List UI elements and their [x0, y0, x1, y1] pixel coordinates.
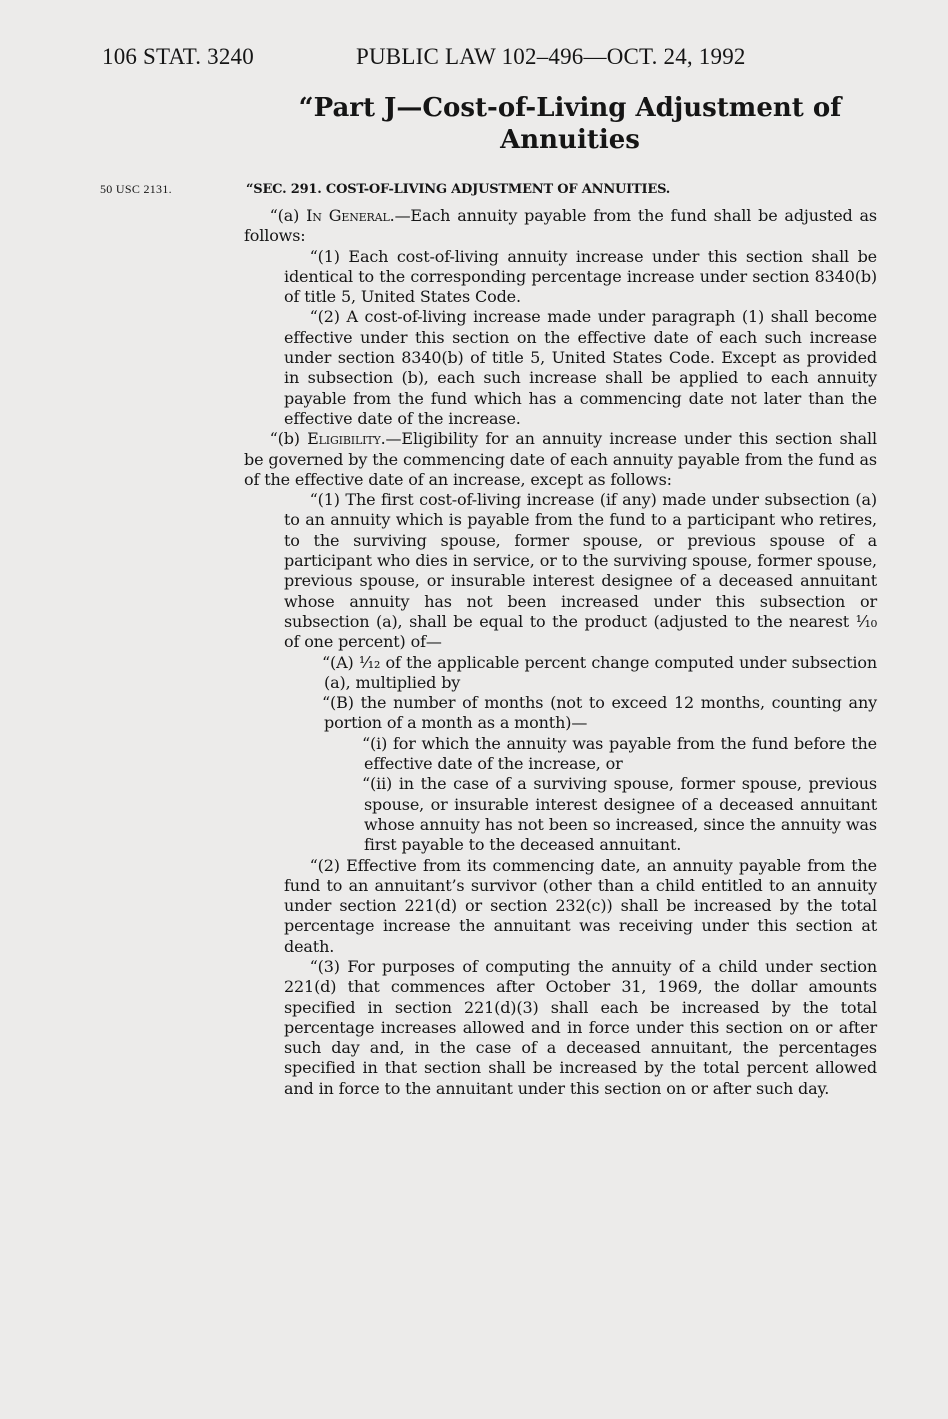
subparagraph-b1B: “(B) the number of months (not to exceed 12 months, counting any portion of a month as a month)—	[322, 693, 877, 733]
paragraph-b1: “(1) The first cost-of-living increase (if any) made under subsection (a) to an annuity which is payable from the fund to a participant who retires, to the surviving spouse, former spouse, or previous spouse of a participant who dies in service, or to the surviving spouse, former spouse, previous spouse, or insurable interest designee of a deceased annuitant whose annuity has not been increased under this subsection or subsection (a), shall be equal to the product (adjusted to the nearest ¹⁄₁₀ of one percent) of—	[284, 490, 877, 652]
subsection-b-text: .—Eligibility for an annuity increase under this section shall be governed by the commencing date of each annuity payable from the fund as of the effective date of an increase, except as follows:	[244, 429, 877, 489]
subparagraph-b1A: “(A) ¹⁄₁₂ of the applicable percent change computed under subsection (a), multiplied by	[322, 652, 877, 692]
subsection-a-open: “(a)	[269, 206, 307, 225]
subsection-b	[244, 429, 877, 490]
clause-b1Bi: “(i) for which the annuity was payable from the fund before the effective date of the increase, or	[362, 733, 877, 774]
subsection-a-heading: In General	[306, 206, 390, 225]
page-header	[102, 44, 878, 74]
usc-margin-note: 50 USC 2131.	[100, 182, 172, 196]
paragraph-a1: “(1) Each cost-of-living annuity increase under this section shall be identical to the corresponding percentage increase under section 8340(b) of title 5, United States Code.	[284, 246, 877, 307]
public-law-citation: PUBLIC LAW 102–496—OCT. 24, 1992	[356, 44, 746, 69]
section-heading: “SEC. 291. COST-OF-LIVING ADJUSTMENT OF ANNUITIES.	[246, 182, 671, 197]
paragraph-b3: “(3) For purposes of computing the annuity of a child under section 221(d) that commences after October 31, 1969, the dollar amounts specified in section 221(d)(3) shall each be increased by the total percentage increases allowed and in force under this section on or after such day and, in the case of a deceased annuitant, the percentages specified in that section shall be increased by the total percent allowed and in force to the annuitant under this section on or after such day.	[284, 956, 877, 1098]
part-title: “Part J—Cost-of-Living Adjustment of Annuities	[298, 93, 842, 155]
section-body	[244, 206, 877, 1099]
subsection-b-open: “(b)	[269, 429, 308, 449]
subsection-b-heading: Eligibility	[307, 429, 381, 449]
subsection-a-text: .—Each annuity payable from the fund shall be adjusted as follows:	[244, 206, 877, 246]
stat-page-number: 106 STAT. 3240	[102, 44, 254, 69]
subsection-a	[244, 206, 877, 247]
paragraph-b2: “(2) Effective from its commencing date, an annuity payable from the fund to an annuitant’s survivor (other than a child entitled to an annuity under section 221(d) or section 232(c)) shall be increased by the total percentage increase the annuitant was receiving under this section at death.	[284, 855, 877, 956]
paragraph-a2: “(2) A cost-of-living increase made under paragraph (1) shall become effective under this section on the effective date of each such increase under section 8340(b) of title 5, United States Code. Except as provided in subsection (b), each such increase shall be applied to each annuity payable from the fund which has a commencing date not later than the effective date of the increase.	[284, 307, 877, 428]
clause-b1Bii: “(ii) in the case of a surviving spouse, former spouse, previous spouse, or insurable interest designee of a deceased annuitant whose annuity has not been so increased, since the annuity was first payable to the deceased annuitant.	[362, 774, 877, 855]
